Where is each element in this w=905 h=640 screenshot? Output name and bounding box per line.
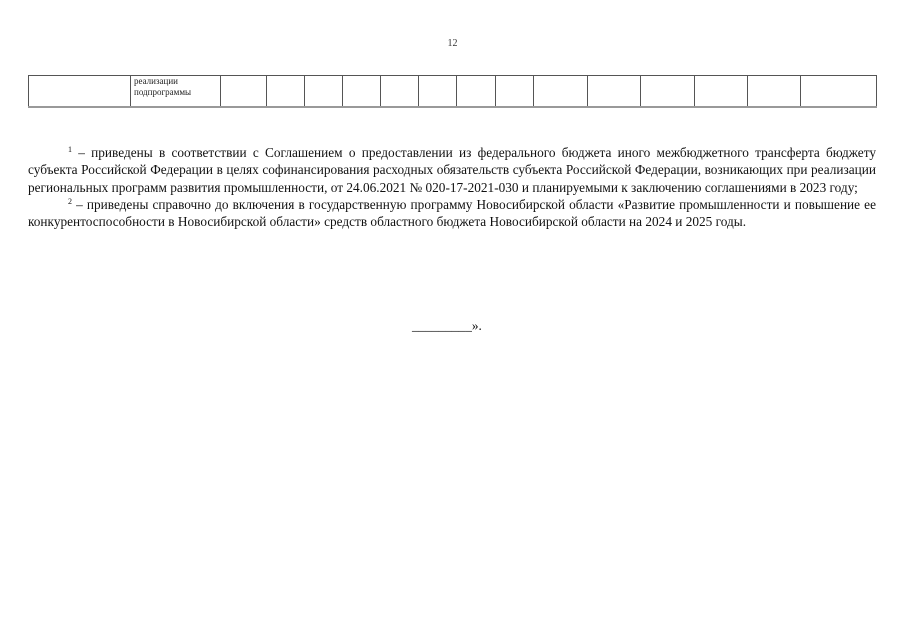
closing-line: _________». (412, 318, 482, 333)
table-cell (801, 76, 877, 108)
table-cell (29, 76, 131, 108)
table-cell (496, 76, 534, 108)
table-cell (267, 76, 305, 108)
table-cell-subprogram-label: реализации подпрограммы (131, 76, 221, 108)
table-cell (641, 76, 695, 108)
budget-table (28, 75, 877, 108)
table-row (29, 76, 877, 108)
footnotes (28, 144, 876, 230)
footnote-1 (28, 144, 876, 196)
table-cell (695, 76, 748, 108)
footnote-text: – приведены в соответствии с Соглашением о предоставлении из федерального бюджета иного межбюджетного трансферта бюджету субъекта Российской Федерации в целях софинансирования расходных обязательств субъекта Российской Федерации, возникающих при реализации региональных программ развития промышленности, от 24.06.2021 № 020-17-2021-030 и планируемыми к заключению соглашениями в 2023 году; (28, 145, 876, 195)
table-cell (343, 76, 381, 108)
table-cell (305, 76, 343, 108)
page-number: 12 (447, 38, 458, 49)
footnote-marker: 1 (68, 145, 72, 154)
table-cell (381, 76, 419, 108)
table-cell (419, 76, 457, 108)
footnote-text: – приведены справочно до включения в государственную программу Новосибирской области «Развитие промышленности и повышение ее конкурентоспособности в Новосибирской области» средств областного бюджета Новосибирской области на 2024 и 2025 годы. (28, 196, 876, 230)
table-cell (748, 76, 801, 108)
table-cell (221, 76, 267, 108)
table-cell (588, 76, 641, 108)
table-cell (457, 76, 496, 108)
table-cell (534, 76, 588, 108)
footnote-marker: 2 (68, 196, 72, 206)
footnote-2 (28, 196, 876, 231)
